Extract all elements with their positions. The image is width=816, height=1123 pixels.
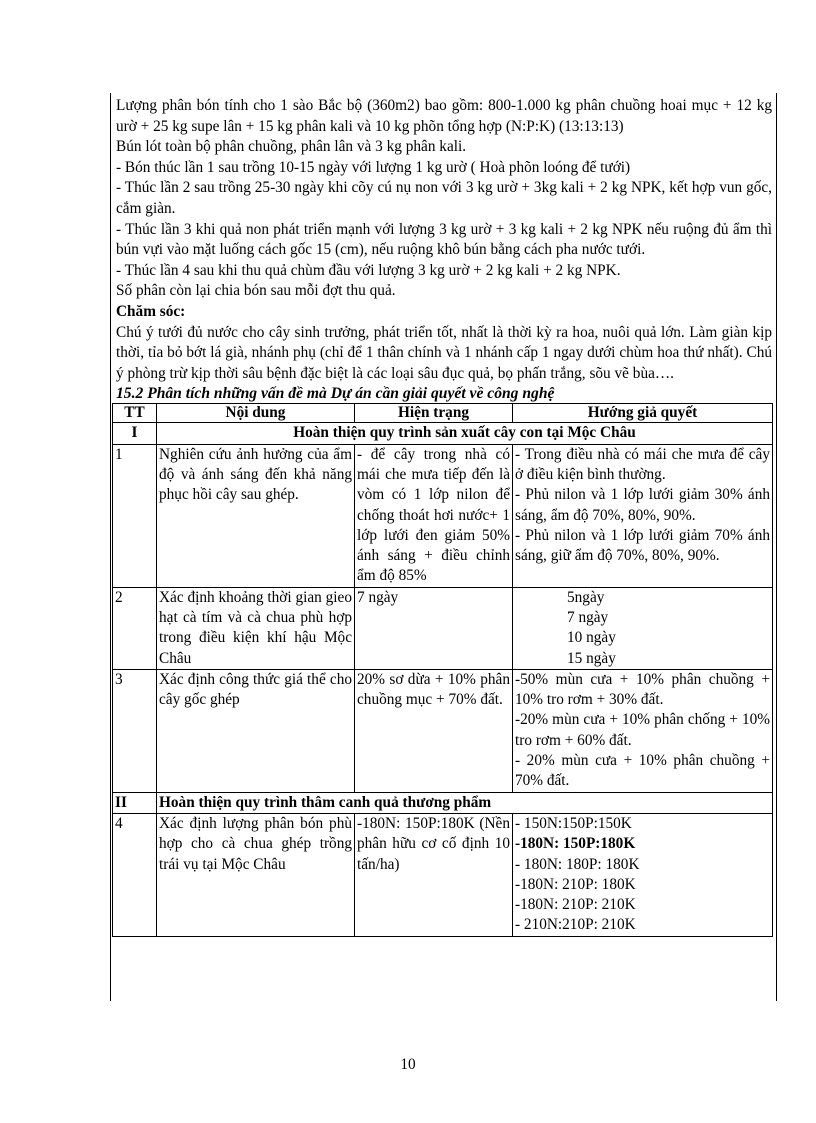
table-row [113, 444, 773, 587]
row-2-solutions [513, 587, 773, 669]
base-fertilizer-line: Bún lót toàn bộ phân chuồng, phân lân và 3 kg phân kali. [116, 138, 467, 156]
care-heading: Chăm sóc: [116, 302, 186, 320]
topdress-2-line: - Thúc lần 2 sau trồng 25-30 ngày khi cõy cú nụ non với 3 kg urờ + 3kg kali + 2 kg NPK, kết hợp vun gốc, cắm giàn. [116, 179, 772, 217]
row-2-content: Xác định khoảng thời gian gieo hạt cà tím và cà chua phù hợp trong điều kiện khí hậu Mộc Châu [157, 587, 355, 669]
row-2-status: 7 ngày [355, 587, 513, 669]
section-2-title: Hoàn thiện quy trình thâm canh quả thương phẩm [157, 792, 773, 813]
table-row [113, 669, 773, 792]
row-3-content: Xác định công thức giá thể cho cây gốc ghép [157, 669, 355, 792]
page-number: 10 [400, 1056, 416, 1073]
row-3-tt: 3 [113, 669, 157, 792]
row-1-content: Nghiên cứu ảnh hưởng của ẩm độ và ánh sáng đến khả năng phục hồi cây sau ghép. [157, 444, 355, 587]
table-row [113, 587, 773, 669]
section-1-tt: I [113, 423, 157, 444]
row-4-tt: 4 [113, 813, 157, 936]
row-4-solution: -180N: 210P: 180K [515, 875, 636, 893]
row-3-status: 20% sơ dừa + 10% phân chuồng mục + 70% đất. [355, 669, 513, 792]
table-row [113, 813, 773, 936]
row-4-status: -180N: 150P:180K (Nền phân hữu cơ cố định 10 tấn/ha) [355, 813, 513, 936]
row-1-solution: - Phủ nilon và 1 lớp lưới giảm 70% ánh sáng, giữ ẩm độ 70%, 80%, 90%. [515, 526, 770, 565]
topdress-4-line: - Thúc lần 4 sau khi thu quả chùm đầu với lượng 3 kg urờ + 2 kg kali + 2 kg NPK. [116, 261, 621, 279]
row-2-solution: 7 ngày [567, 608, 609, 626]
row-2-solution: 5ngày [567, 588, 605, 606]
document-body [116, 96, 772, 937]
section-heading: 15.2 Phân tích những vấn đề mà Dự án cần giải quyết về công nghệ [116, 385, 555, 403]
care-text: Chú ý tưới đủ nước cho cây sinh trưởng, phát triển tốt, nhất là thời kỳ ra hoa, nuôi quả lớn. Làm giàn kịp thời, tỉa bỏ bớt lá già, nhánh phụ (chỉ để 1 thân chính và 1 nhánh cấp 1 ngay dưới chùm hoa thứ nhất). Chú ý phòng trừ kịp thời sâu bệnh đặc biệt là các loại sâu đục quả, bọ phấn trắng, sõu vẽ bùa…. [116, 323, 772, 382]
row-3-solution: -50% mùn cưa + 10% phân chuồng + 10% tro rơm + 30% đất. [515, 670, 770, 709]
row-1-solution: - Phủ nilon và 1 lớp lưới giảm 30% ánh sáng, ẩm độ 70%, 80%, 90%. [515, 486, 770, 524]
row-3-solutions [513, 669, 773, 792]
row-4-solution: -180N: 210P: 210K [515, 896, 636, 914]
row-2-solution: 15 ngày [567, 649, 616, 667]
row-4-solution: - 150N:150P:150K [515, 814, 632, 832]
remaining-fertilizer-line: Số phân còn lại chia bón sau mỗi đợt thu quả. [116, 282, 396, 300]
section-2-tt: II [113, 792, 157, 813]
row-1-solutions [513, 444, 773, 587]
fertilizer-paragraph: Lượng phân bón tính cho 1 sào Bắc bộ (360m2) bao gồm: 800-1.000 kg phân chuồng hoai mục + 12 kg urờ + 25 kg supe lân + 15 kg phân kali và 10 kg phõn tổng hợp (N:P:K) (13:13:13) [116, 97, 772, 135]
row-1-solution: - Trong điều nhà có mái che mưa để cây ở điều kiện bình thường. [515, 445, 770, 483]
topdress-3-line: - Thúc lần 3 khi quả non phát triển mạnh với lượng 3 kg urờ + 3 kg kali + 2 kg NPK nếu ruộng đủ ẩm thì bún vựi vào mặt luống cách gốc 15 (cm), nếu ruộng khô bún bằng cách pha nước tưới. [116, 220, 772, 259]
row-2-tt: 2 [113, 587, 157, 669]
row-1-status: - để cây trong nhà có mái che mưa tiếp đến là vòm có 1 lớp nilon để chống thoát hơi nước+ 1 lớp lưới đen giảm 50% ánh sáng + điều chỉnh ẩm độ 85% [355, 444, 513, 587]
row-1-tt: 1 [113, 444, 157, 587]
topdress-1-line: - Bón thúc lần 1 sau trồng 10-15 ngày với lượng 1 kg urờ ( Hoà phõn loóng để tưới) [116, 158, 631, 176]
header-solution: Hướng giả quyết [513, 404, 773, 423]
row-3-solution: -20% mùn cưa + 10% phân chống + 10% tro rơm + 60% đất. [515, 711, 770, 749]
section-row-2 [113, 792, 773, 813]
row-2-solution: 10 ngày [567, 629, 616, 647]
header-content: Nội dung [157, 404, 355, 423]
row-4-solution-highlighted: -180N: 150P:180K [515, 835, 636, 853]
row-3-solution: - 20% mùn cưa + 10% phân chuồng + 70% đất. [515, 752, 770, 790]
section-row-1 [113, 423, 773, 444]
header-tt: TT [113, 404, 157, 423]
section-1-title: Hoàn thiện quy trình sản xuất cây con tại Mộc Châu [157, 423, 773, 444]
row-4-solution: - 180N: 180P: 180K [515, 855, 640, 873]
row-4-solutions [513, 813, 773, 936]
table-header-row [113, 404, 773, 423]
header-status: Hiện trạng [355, 404, 513, 423]
technology-table [112, 403, 773, 936]
row-4-solution: - 210N:210P: 210K [515, 916, 636, 934]
row-4-content: Xác định lượng phân bón phù hợp cho cà chua ghép trồng trái vụ tại Mộc Châu [157, 813, 355, 936]
